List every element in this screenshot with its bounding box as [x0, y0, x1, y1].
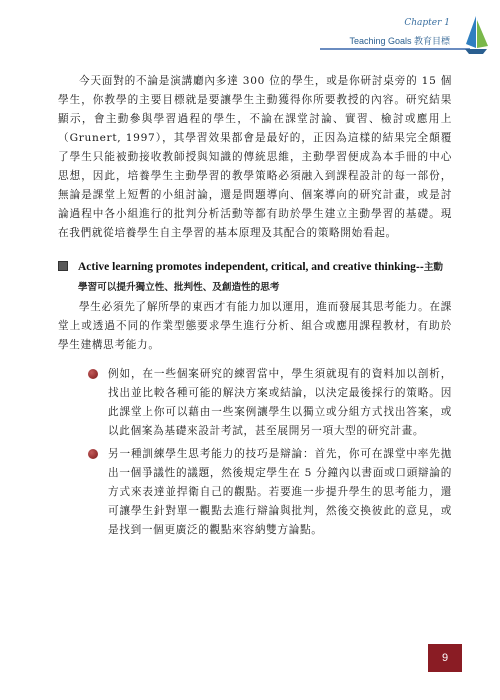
- section-paragraph: 學生必須先了解所學的東西才有能力加以運用，進而發展其思考能力。在課堂上或透過不同的作業型態要求學生進行分析、組合或應用課程教材，有助於學生建構思考能力。: [58, 301, 452, 351]
- round-bullet-icon: [88, 369, 98, 379]
- bullet-text: 例如，在一些個案研究的練習當中，學生須就現有的資料加以剖析，找出並比較各種可能的解決方案或結論，以決定最後採行的策略。因此課堂上你可以藉由一些案例讓學生以獨立或分組方式找出答案，或以此個案為基礎來設計考試，甚至展開另一項大型的研究計畫。: [108, 368, 452, 437]
- square-bullet-icon: [58, 261, 68, 271]
- section-title-separator: --: [415, 262, 424, 273]
- list-item: [88, 365, 452, 441]
- bullet-text: 另一種訓練學生思考能力的技巧是辯論：首先，你可在課堂中率先拋出一個爭議性的議題，然後規定學生在 5 分鐘內以書面或口頭辯論的方式來表達並捍衛自己的觀點。若要進一步提升學生的思考能力，還可讓學生針對單一觀點去進行辯論與批判，然後交換彼此的意見，或是找到一個更廣泛的觀點來容納雙方論點。: [108, 448, 452, 536]
- section-title-en: Active learning promotes independent, critical, and creative thinking: [78, 261, 416, 273]
- intro-paragraph: 今天面對的不論是演講廳內多達 300 位的學生，或是你研討桌旁的 15 個學生，你教學的主要目標就是要讓學生主動獲得你所要教授的內容。研究結果顯示，會主動參與學習過程的學生，不論在課堂討論、實習、檢討或應用上（Grunert, 1997），其學習效果都會是最好的，正因為這樣的結果完全顛覆了學生只能被動接收教師授與知識的傳統思維，主動學習便成為本手冊的中心思想，因此，培養學生主動學習的教學策略必須融入到課程設計的每一部份，無論是課堂上短暫的小組討論，還是問題導向、個案導向的研究計畫，或是討論過程中各小組進行的批判分析活動等都有助於學生建立主動學習的基礎。現在我們就從培養學生自主學習的基本原理及其配合的策略開始看起。: [58, 75, 452, 239]
- round-bullet-icon: [88, 449, 98, 459]
- chapter-subtitle: Teaching Goals 教育目標: [349, 36, 450, 46]
- bullet-list: [88, 365, 452, 540]
- page-content: [58, 72, 452, 544]
- chapter-header: [330, 14, 490, 64]
- page-number: 9: [428, 644, 462, 672]
- section-heading: [58, 257, 452, 297]
- list-item: [88, 445, 452, 540]
- sailboat-icon: [462, 14, 490, 58]
- active-learning-section: [58, 257, 452, 540]
- header-rule: [320, 48, 470, 50]
- section-title-zh: 主動學習可以提升獨立性、批判性、及創造性的思考: [78, 262, 444, 293]
- chapter-label: Chapter 1: [404, 18, 450, 28]
